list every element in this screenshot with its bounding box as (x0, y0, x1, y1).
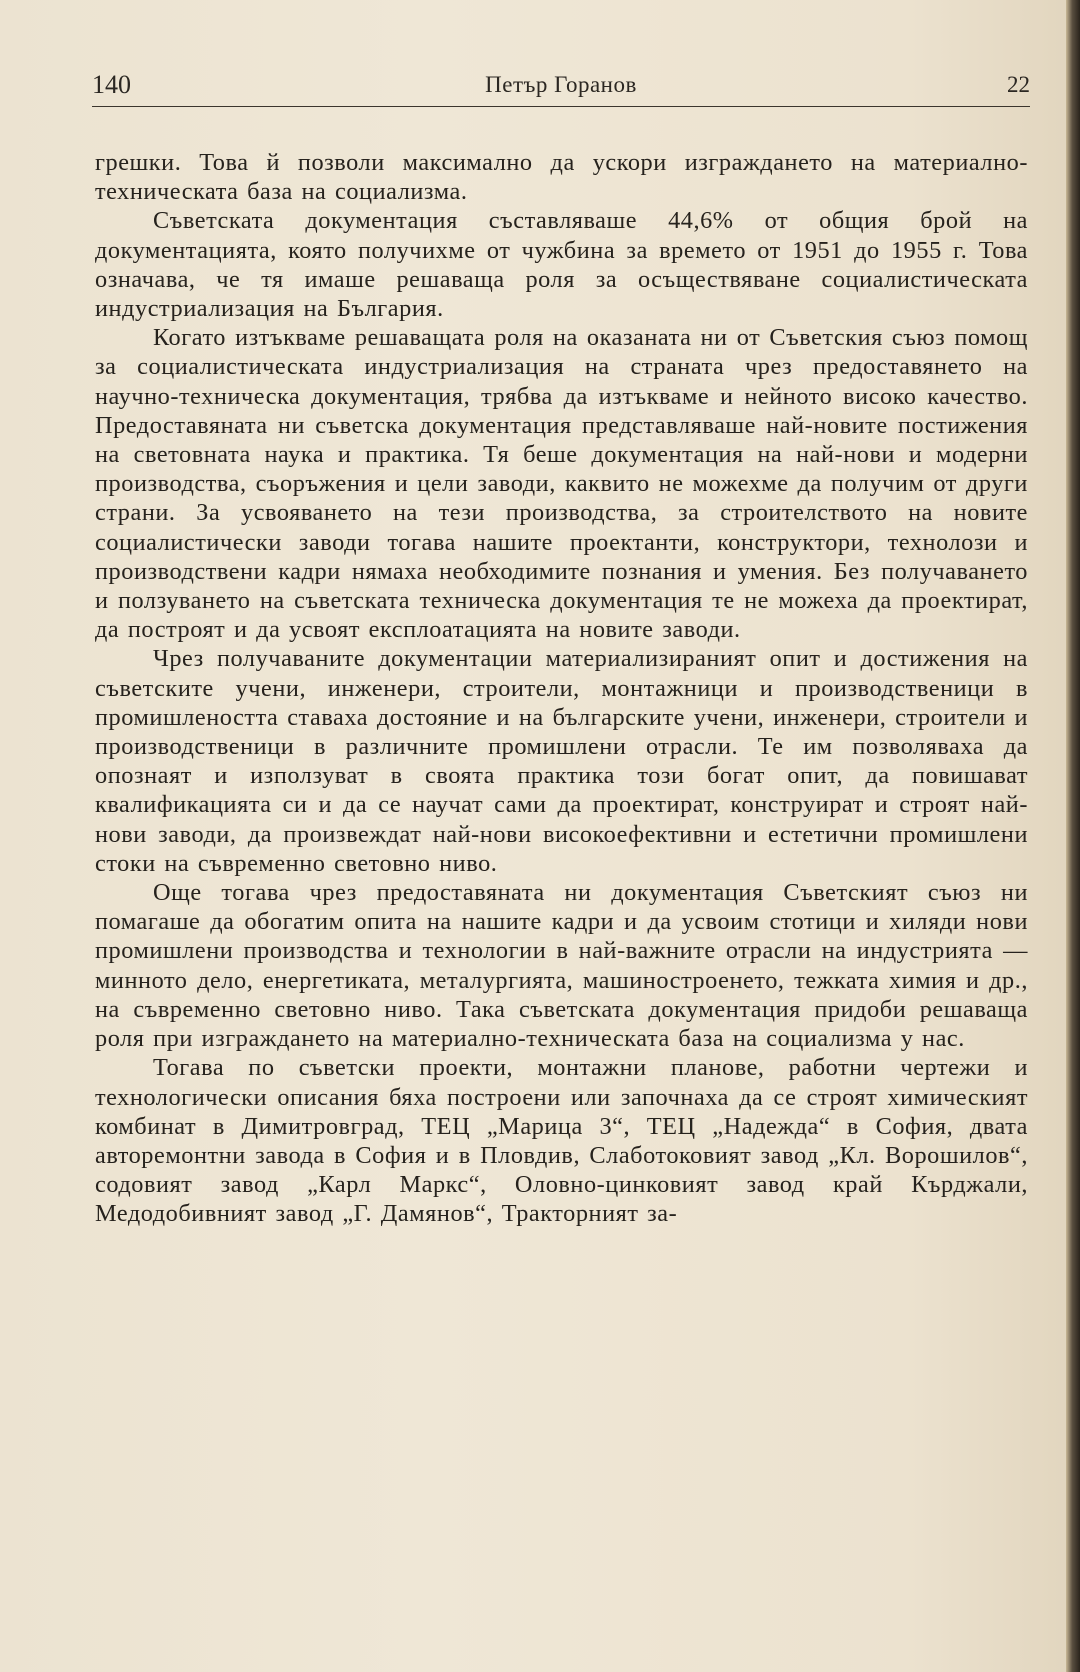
header-right-mark: 22 (1007, 72, 1030, 97)
running-title: Петър Горанов (485, 72, 637, 97)
paragraph-4: Чрез получаваните документации материализираният опит и достижения на съветските учени, инженери, строители, монтажници и производственици в промишлеността ставаха достояние и на българските учени, инженери, строители и производственици в различните промишлени отрасли. Те им позволяваха да опознаят и използуват в своята практика този богат опит, да повишават квалификацията си и да се научат сами да проектират, конструират и строят най-нови заводи, да произвеждат най-нови високоефективни и естетични промишлени стоки на съвременно световно ниво. (95, 645, 1028, 877)
page-number: 140 (92, 70, 131, 99)
paragraph-3: Когато изтъкваме решаващата роля на оказаната ни от Съветския съюз помощ за социалистическата индустриализация на страната чрез предоставянето на научно-техническа документация, трябва да изтъкваме и нейното високо качество. Предоставяната ни съветска документация представляваше най-новите постижения на световната наука и практика. Тя беше документация на най-нови и модерни производства, съоръжения и цели заводи, каквито не можехме да получим от други страни. За усвояването на тези производства, за строителството на новите социалистически заводи тогава нашите проектанти, конструктори, технолози и производствени кадри нямаха необходимите познания и умения. Без получаването и ползуването на съветската техническа документация те не можеха да проектират, да построят и да усвоят експлоатацията на новите заводи. (95, 324, 1028, 644)
paragraph-1: грешки. Това й позволи максимално да ускори изграждането на материално-техническата база на социализма. (95, 149, 1028, 206)
page-header (92, 70, 1030, 110)
header-rule (92, 106, 1030, 107)
paragraph-6: Тогава по съветски проекти, монтажни планове, работни чертежи и технологически описания бяха построени или започнаха да се строят химическият комбинат в Димитровград, ТЕЦ „Марица 3“, ТЕЦ „Надежда“ в София, двата авторемонтни завода в София и в Пловдив, Слаботоковият завод „Кл. Ворошилов“, содовият завод „Карл Маркс“, Оловно-цинковият завод край Кърджали, Медодобивният завод „Г. Дамянов“, Тракторният за- (95, 1054, 1028, 1228)
paragraph-5: Още тогава чрез предоставяната ни документация Съветският съюз ни помагаше да обогатим опита на нашите кадри и да усвоим стотици и хиляди нови промишлени производства и технологии в най-важните отрасли на индустрията — минното дело, енергетиката, металургията, машиностроенето, тежката химия и др., на съвременно световно ниво. Така съветската документация придоби решаваща роля при изграждането на материално-техническата база на социализма у нас. (95, 879, 1028, 1053)
paragraph-2: Съветската документация съставляваше 44,6% от общия брой на документацията, която получихме от чужбина за времето от 1951 до 1955 г. Това означава, че тя имаше решаваща роля за осъществяване социалистическата индустриализация на България. (95, 207, 1028, 323)
body-text (95, 148, 1028, 1229)
page-edge (1066, 0, 1080, 1672)
